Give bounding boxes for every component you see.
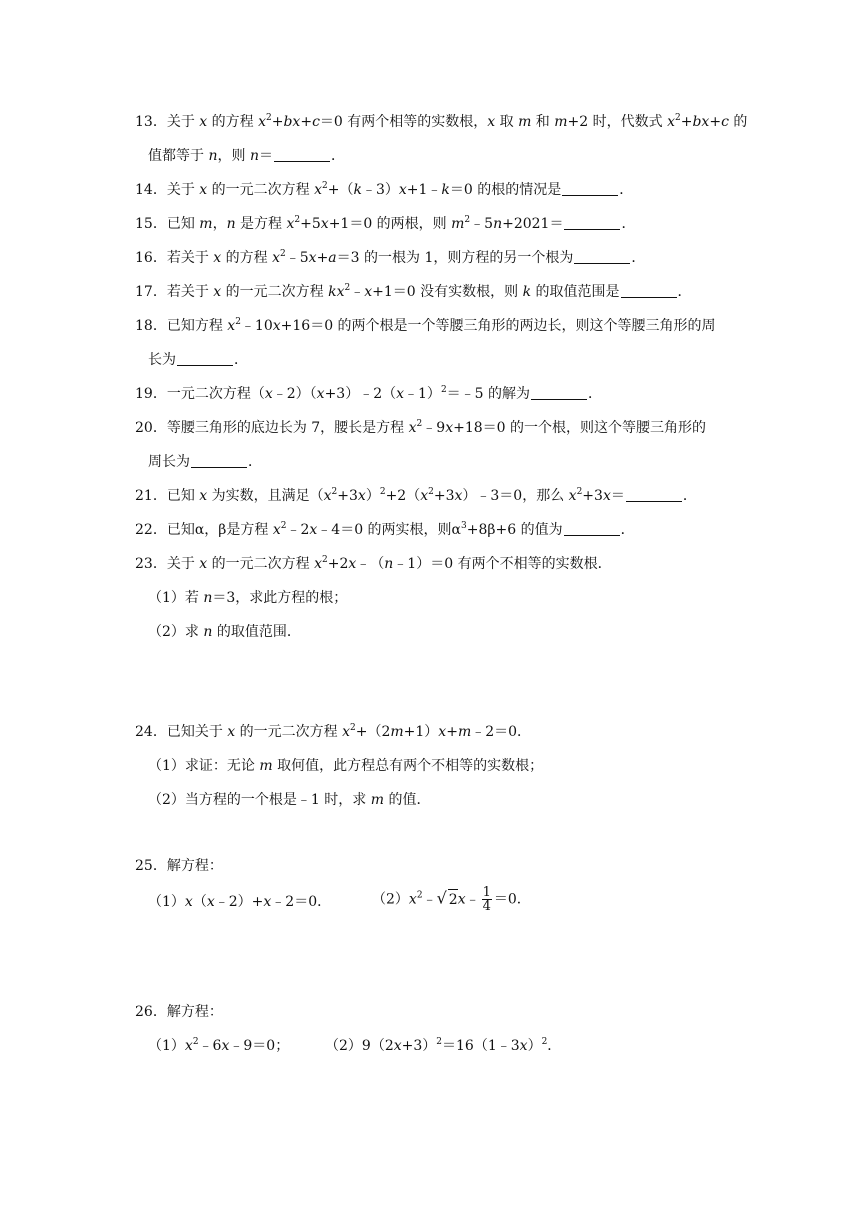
problem-17: 17．若关于 x 的一元二次方程 $kx^2﹣x+1=0$ 没有实数根，则 k 的取值范围是 ． [135,283,692,300]
answer-blank[interactable] [574,251,630,264]
problem-18-cont: 长为 ． [148,352,248,368]
answer-blank[interactable] [274,149,330,162]
problem-20: 20．等腰三角形的底边长为 7，腰长是方程 $x^2﹣9x+18=0$ 的一个根，则这个等腰三角形的 [135,419,707,436]
problem-13 [135,112,747,132]
fraction-one-quarter: $\frac{1}{4}$ [482,885,491,914]
problem-21: 21．已知 x 为实数，且满足$(x^2+3x)^2+2(x^2+3x)﹣3=0$，那么 $x^2+3x=$ ． [135,487,697,504]
problem-number: 20． [135,420,167,436]
problem-text: 解方程： [166,1004,223,1020]
answer-blank[interactable] [621,285,677,298]
sqrt-symbol: √ [436,888,447,908]
answer-blank[interactable] [626,489,682,502]
problem-number: 24． [135,724,167,740]
problem-number: 16． [135,250,167,266]
problem-25 [135,856,223,876]
problem-23-part-2: （2）求 n 的取值范围． [148,624,301,640]
problem-number: 19． [135,386,167,402]
problem-19: 19．一元二次方程（x﹣2）（x+3）﹣2（x﹣1）$^2$＝﹣5 的解为 ． [135,385,603,402]
answer-blank[interactable] [531,387,587,400]
problem-22: 22．已知α，β是方程 $x^2﹣2x﹣4=0$ 的两实根，则$\alpha^3+8\beta+6$ 的值为 ． [135,521,635,538]
problem-15: 15．已知 m，n 是方程 $x^2+5x+1=0$ 的两根，则 $m^2﹣5n+2021=$ ． [135,215,636,232]
problem-20-cont: 周长为 ． [148,454,262,470]
problem-text: 关于 x 的方程 $x^2+bx+c=0$ 有两个相等的实数根，x 取 m 和 m+2 时，代数式 $x^2+bx+c$ 的 [166,113,748,130]
problem-number: 14． [135,182,167,198]
problem-number: 25． [135,858,167,874]
answer-blank[interactable] [177,353,233,366]
problem-18: 18．已知方程 $x^2﹣10x+16=0$ 的两个根是一个等腰三角形的两边长，则这个等腰三角形的周 [135,317,716,334]
problem-number: 26． [135,1004,167,1020]
problem-26-part-1: $(1)x^2﹣6x﹣9=0$； [148,1037,290,1054]
problem-number: 13． [135,114,167,130]
problem-23-part-1: （1）若 n＝3，求此方程的根； [148,590,348,606]
problem-text: 解方程： [166,858,223,874]
problem-25-part-1: （1）x（x﹣2）+x﹣2＝0． [148,894,332,910]
problem-14: 14．关于 x 的一元二次方程 $x^2+(k﹣3)x+1﹣k=0$ 的根的情况是 ． [135,181,634,198]
problem-16: 16．若关于 x 的方程 $x^2﹣5x+a=3$ 的一根为 1，则方程的另一个根为 ． [135,249,646,266]
problem-number: 15． [135,216,167,232]
problem-number: 21． [135,488,167,504]
answer-blank[interactable] [564,523,620,536]
problem-26 [135,1002,223,1022]
problem-24-part-2: （2）当方程的一个根是﹣1 时，求 m 的值． [148,792,431,808]
answer-blank[interactable] [564,217,620,230]
problem-23: 23．关于 x 的一元二次方程 $x^2+2x﹣(n﹣1)=0$ 有两个不相等的实数根． [135,555,612,572]
problem-13-cont: 值都等于 n，则 n＝ ． [148,148,345,164]
problem-25-part-2: $(2)x^2﹣√$ 2x﹣ $\frac{1}{4}$ ＝0． [372,885,531,914]
answer-blank[interactable] [191,455,247,468]
answer-blank[interactable] [562,183,618,196]
problem-26-part-2: $(2)9(2x+3)^2=16(1﹣3x)^2$． [325,1037,562,1054]
problem-number: 17． [135,284,167,300]
problem-24: 24．已知关于 x 的一元二次方程 $x^2+(2m+1)x+m﹣2=0$． [135,723,532,740]
problem-number: 22． [135,522,167,538]
problem-24-part-1: （1）求证：无论 m 取何值，此方程总有两个不相等的实数根； [148,758,544,774]
problem-number: 18． [135,318,167,334]
problem-number: 23． [135,556,167,572]
